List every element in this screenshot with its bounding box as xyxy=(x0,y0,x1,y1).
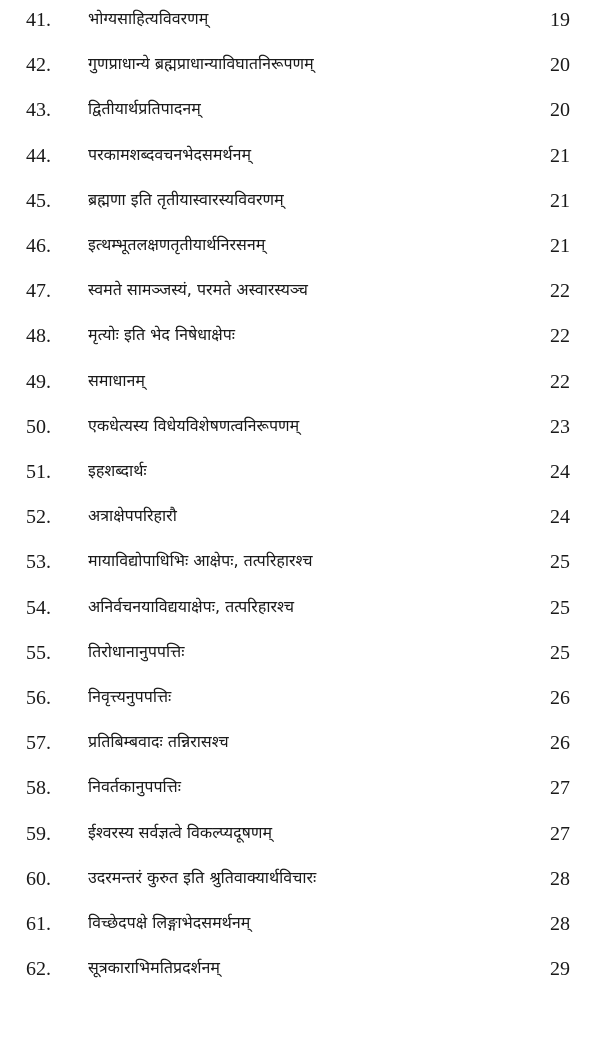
toc-entry-number: 58. xyxy=(26,777,51,800)
toc-entry-number: 47. xyxy=(26,280,51,303)
toc-entry-page-number: 20 xyxy=(550,99,570,122)
toc-entry-number: 60. xyxy=(26,867,51,890)
toc-entry-title: अनिर्वचनयाविद्ययाक्षेपः, तत्परिहारश्च xyxy=(88,596,294,616)
toc-entry-page-number: 21 xyxy=(550,144,570,167)
toc-entry-page-number: 28 xyxy=(550,913,570,935)
toc-row xyxy=(0,770,600,814)
toc-entry-number: 46. xyxy=(26,235,51,257)
toc-entry-number: 41. xyxy=(26,9,51,31)
toc-entry-number: 61. xyxy=(26,913,51,935)
toc-entry-title: एकधेत्यस्य विधेयविशेषणत्वनिरूपणम् xyxy=(88,415,300,435)
toc-row xyxy=(0,951,600,995)
toc-row xyxy=(0,816,600,860)
toc-entry-title: परकामशब्दवचनभेदसमर्थनम् xyxy=(88,144,252,164)
toc-entry-number: 51. xyxy=(26,461,51,483)
toc-entry-title: स्वमते सामञ्जस्यं, परमते अस्वारस्यञ्च xyxy=(88,280,308,300)
toc-entry-page-number: 26 xyxy=(550,687,570,709)
toc-entry-page-number: 25 xyxy=(550,551,570,574)
toc-entry-page-number: 19 xyxy=(550,9,570,31)
toc-entry-page-number: 21 xyxy=(550,189,570,212)
toc-row xyxy=(0,364,600,408)
toc-entry-page-number: 23 xyxy=(550,415,570,438)
toc-entry-title: ब्रह्मणा इति तृतीयास्वारस्यविवरणम् xyxy=(88,189,284,209)
toc-row xyxy=(0,273,600,317)
toc-entry-number: 48. xyxy=(26,325,51,348)
toc-entry-number: 50. xyxy=(26,415,51,438)
toc-entry-title: इत्थम्भूतलक्षणतृतीयार्थनिरसनम् xyxy=(88,235,266,254)
toc-entry-title: अत्राक्षेपपरिहारौ xyxy=(88,506,177,526)
toc-entry-page-number: 24 xyxy=(550,506,570,529)
toc-entry-number: 52. xyxy=(26,506,51,529)
toc-entry-title: भोग्यसाहित्यविवरणम् xyxy=(88,9,209,28)
toc-entry-page-number: 20 xyxy=(550,54,570,77)
toc-entry-number: 55. xyxy=(26,641,51,664)
toc-entry-title: द्वितीयार्थप्रतिपादनम् xyxy=(88,99,201,119)
toc-entry-number: 42. xyxy=(26,54,51,77)
toc-entry-number: 59. xyxy=(26,822,51,845)
toc-entry-title: निवृत्त्यनुपपत्तिः xyxy=(88,687,172,706)
toc-entry-number: 45. xyxy=(26,189,51,212)
toc-entry-number: 44. xyxy=(26,144,51,167)
toc-row xyxy=(0,906,600,950)
toc-entry-title: निवर्तकानुपपत्तिः xyxy=(88,777,181,797)
toc-row xyxy=(0,499,600,543)
toc-entry-number: 54. xyxy=(26,596,51,619)
toc-entry-title: विच्छेदपक्षे लिङ्गाभेदसमर्थनम् xyxy=(88,913,251,932)
toc-row xyxy=(0,92,600,136)
toc-entry-page-number: 26 xyxy=(550,732,570,755)
toc-row xyxy=(0,680,600,724)
toc-entry-number: 53. xyxy=(26,551,51,574)
toc-entry-title: मायाविद्योपाधिभिः आक्षेपः, तत्परिहारश्च xyxy=(88,551,313,571)
toc-entry-number: 43. xyxy=(26,99,51,122)
toc-row xyxy=(0,544,600,588)
toc-entry-title: इहशब्दार्थः xyxy=(88,461,147,480)
toc-row xyxy=(0,409,600,453)
toc-row xyxy=(0,183,600,227)
toc-entry-number: 56. xyxy=(26,687,51,709)
toc-entry-page-number: 21 xyxy=(550,235,570,257)
toc-row xyxy=(0,861,600,905)
toc-entry-page-number: 27 xyxy=(550,822,570,845)
toc-entry-title: प्रतिबिम्बवादः तन्निरासश्च xyxy=(88,732,229,752)
toc-row xyxy=(0,725,600,769)
toc-entry-title: मृत्योः इति भेद निषेधाक्षेपः xyxy=(88,325,236,345)
toc-row xyxy=(0,454,600,498)
toc-entry-page-number: 25 xyxy=(550,596,570,619)
toc-entry-title: सूत्रकाराभिमतिप्रदर्शनम् xyxy=(88,958,220,978)
toc-entry-number: 62. xyxy=(26,958,51,981)
toc-entry-title: उदरमन्तरं कुरुत इति श्रुतिवाक्यार्थविचारः xyxy=(88,867,317,887)
toc-entry-page-number: 24 xyxy=(550,461,570,483)
toc-row xyxy=(0,47,600,91)
toc-row xyxy=(0,228,600,272)
toc-row xyxy=(0,635,600,679)
toc-entry-title: गुणप्राधान्ये ब्रह्मप्राधान्याविघातनिरूपणम् xyxy=(88,54,314,74)
toc-entry-title: तिरोधानानुपपत्तिः xyxy=(88,641,185,661)
toc-entry-number: 57. xyxy=(26,732,51,755)
toc-entry-page-number: 22 xyxy=(550,325,570,348)
toc-entry-page-number: 22 xyxy=(550,370,570,393)
toc-entry-page-number: 28 xyxy=(550,867,570,890)
toc-entry-title: ईश्वरस्य सर्वज्ञत्वे विकल्प्यदूषणम् xyxy=(88,822,273,842)
toc-entry-page-number: 27 xyxy=(550,777,570,800)
toc-entry-page-number: 22 xyxy=(550,280,570,303)
toc-entry-page-number: 25 xyxy=(550,641,570,664)
toc-row xyxy=(0,318,600,362)
toc-row xyxy=(0,590,600,634)
toc-entry-number: 49. xyxy=(26,370,51,393)
toc-entry-title: समाधानम् xyxy=(88,370,145,390)
toc-entry-page-number: 29 xyxy=(550,958,570,981)
toc-row xyxy=(0,138,600,182)
toc-row xyxy=(0,2,600,46)
